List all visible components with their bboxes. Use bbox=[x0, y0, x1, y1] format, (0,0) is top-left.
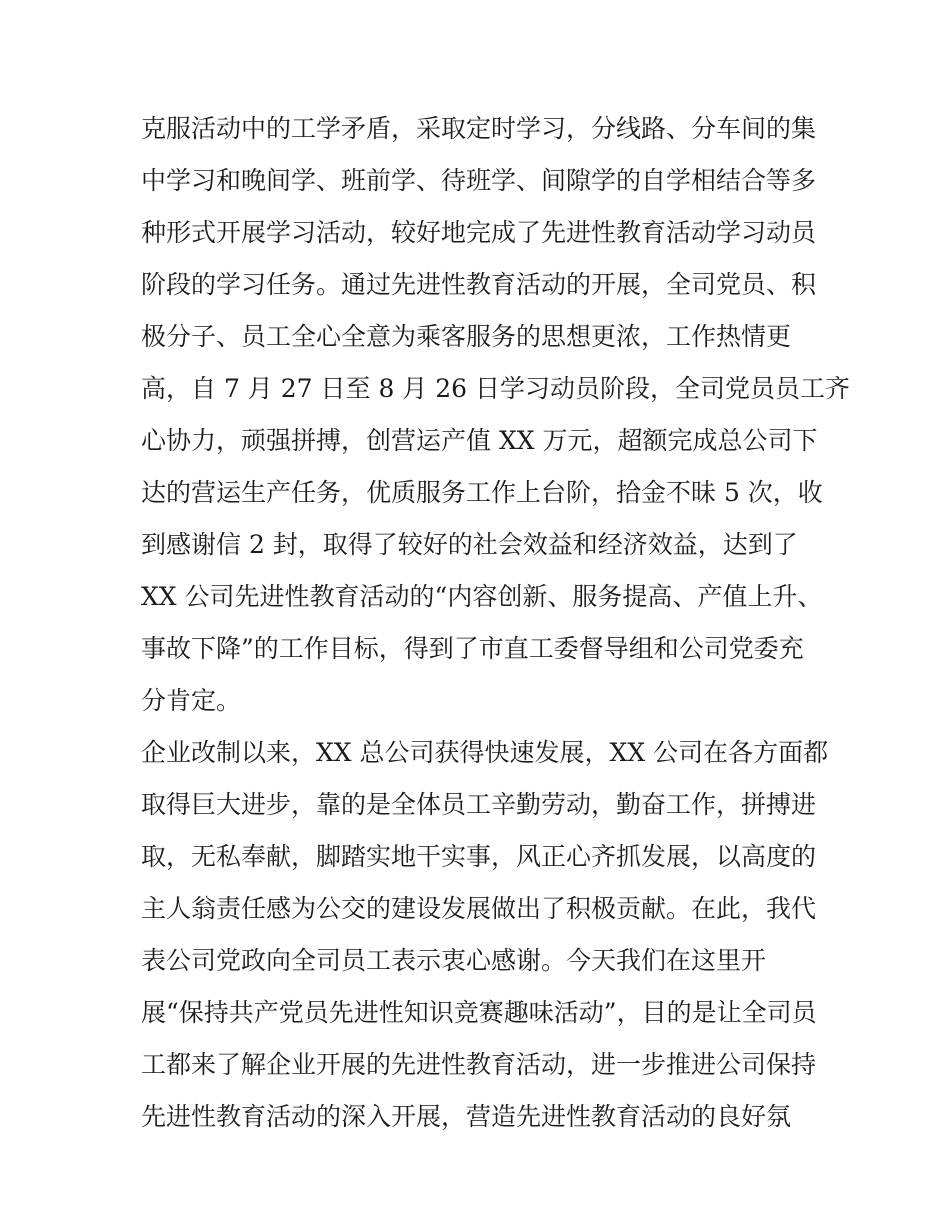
text-line: 企业改制以来，XX 总公司获得快速发展，XX 公司在各方面都 bbox=[141, 738, 829, 767]
text-line: 心协力，顽强拼搏，创营运产值 XX 万元，超额完成总公司下 bbox=[141, 426, 818, 455]
text-line: 克服活动中的工学矛盾，采取定时学习，分线路、分车间的集 bbox=[141, 114, 817, 143]
text-line: 高，自 7 月 27 日至 8 月 26 日学习动员阶段，全司党员员工齐 bbox=[141, 374, 851, 403]
text-line: 取得巨大进步，靠的是全体员工辛勤劳动，勤奋工作，拼搏进 bbox=[141, 790, 817, 819]
text-line: 达的营运生产任务，优质服务工作上台阶，拾金不昧 5 次，收 bbox=[141, 478, 823, 507]
text-line: 极分子、员工全心全意为乘客服务的思想更浓，工作热情更 bbox=[141, 322, 792, 351]
text-line: 取，无私奉献，脚踏实地干实事，风正心齐抓发展，以高度的 bbox=[141, 842, 817, 871]
text-line: 阶段的学习任务。通过先进性教育活动的开展，全司党员、积 bbox=[141, 270, 817, 299]
text-line: 展“保持共产党员先进性知识竞赛趣味活动”，目的是让全司员 bbox=[141, 998, 817, 1027]
text-line: XX 公司先进性教育活动的“内容创新、服务提高、产值上升、 bbox=[141, 582, 823, 611]
text-line: 种形式开展学习活动，较好地完成了先进性教育活动学习动员 bbox=[141, 218, 817, 247]
text-line: 主人翁责任感为公交的建设发展做出了积极贡献。在此，我代 bbox=[141, 894, 817, 923]
text-line: 中学习和晚间学、班前学、待班学、间隙学的自学相结合等多 bbox=[141, 166, 817, 195]
text-line: 工都来了解企业开展的先进性教育活动，进一步推进公司保持 bbox=[141, 1050, 817, 1079]
text-line: 事故下降”的工作目标，得到了市直工委督导组和公司党委充 bbox=[141, 634, 804, 663]
text-line: 到感谢信 2 封，取得了较好的社会效益和经济效益，达到了 bbox=[141, 530, 798, 559]
text-line: 表公司党政向全司员工表示衷心感谢。今天我们在这里开 bbox=[141, 946, 767, 975]
text-line: 分肯定。 bbox=[141, 686, 242, 715]
text-line: 先进性教育活动的深入开展，营造先进性教育活动的良好氛 bbox=[141, 1102, 792, 1131]
